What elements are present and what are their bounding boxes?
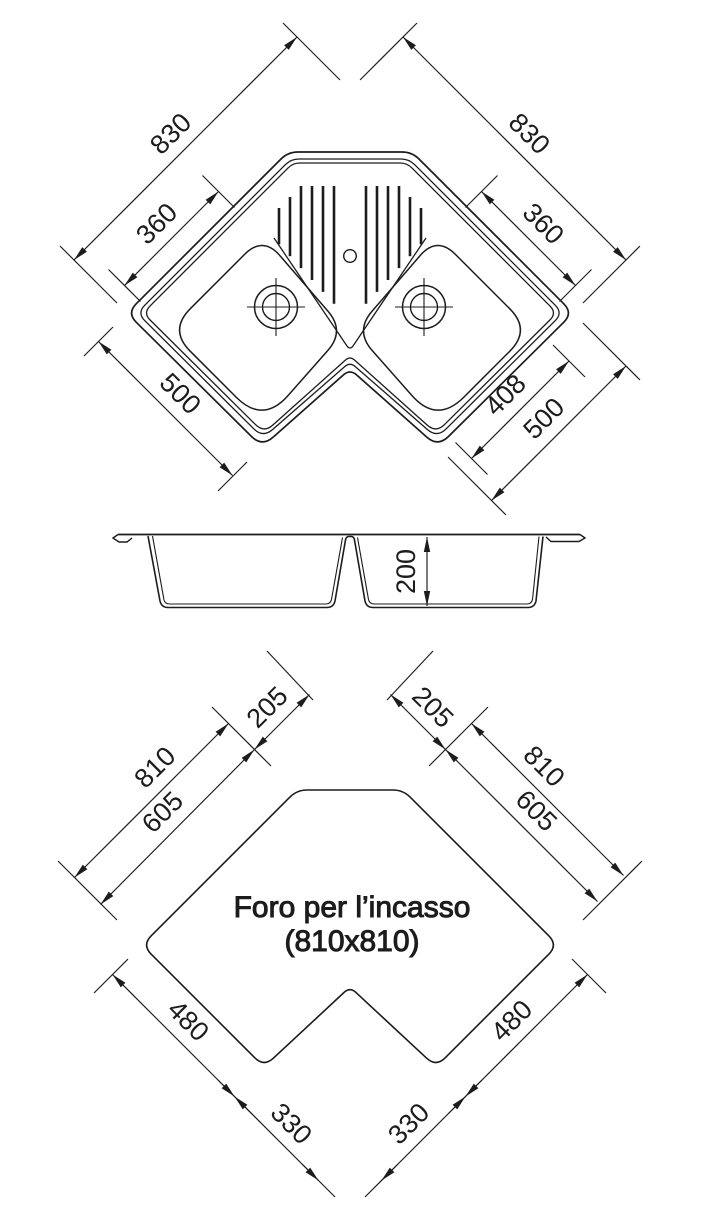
dimension-480-c480L bbox=[113, 975, 235, 1097]
section-view bbox=[113, 535, 585, 608]
dimension-label: 205 bbox=[406, 680, 460, 734]
dimension-label: 830 bbox=[502, 107, 556, 161]
dimension-810-c810L bbox=[75, 724, 229, 878]
dimension-205-c205L bbox=[241, 681, 310, 750]
dimension-label: 360 bbox=[130, 197, 184, 251]
dimension-line bbox=[466, 975, 588, 1097]
dimension-330-c330L bbox=[235, 1097, 319, 1181]
witness-lines bbox=[58, 23, 642, 1197]
dimension-label: 408 bbox=[478, 368, 532, 422]
witness-line bbox=[94, 959, 128, 993]
witness-line bbox=[572, 959, 606, 993]
dimension-500-t500L bbox=[99, 342, 233, 476]
dimension-830-t830L bbox=[74, 37, 297, 260]
dimension-label: 605 bbox=[509, 784, 563, 838]
dimension-arrowhead bbox=[424, 537, 430, 552]
witness-line bbox=[448, 457, 506, 515]
dimension-label: 605 bbox=[136, 785, 190, 839]
left-drain-symbol bbox=[247, 278, 305, 336]
dimension-label: 200 bbox=[391, 548, 421, 595]
dimension-line bbox=[113, 975, 235, 1097]
tap-hole bbox=[344, 250, 357, 263]
witness-line bbox=[58, 861, 117, 920]
dimension-line bbox=[74, 37, 297, 260]
dimension-605-c605L bbox=[101, 750, 255, 905]
dimension-330-c330R bbox=[382, 1097, 466, 1181]
dimension-360-t360R bbox=[482, 192, 576, 286]
dimension-480-c480R bbox=[466, 975, 588, 1097]
dimension-line bbox=[403, 37, 626, 260]
section-right-bowl-inner-profile bbox=[358, 537, 540, 605]
dimension-line bbox=[75, 724, 229, 878]
section-left-edge-cap bbox=[113, 535, 132, 543]
dimension-label: 480 bbox=[161, 994, 215, 1048]
dimension-label: 830 bbox=[144, 107, 198, 161]
cutout-caption-line2: (810x810) bbox=[284, 925, 420, 958]
dimension-line bbox=[101, 750, 255, 905]
dimension-label: 330 bbox=[382, 1097, 436, 1151]
dimension-200-depth bbox=[391, 537, 430, 606]
dimension-605-c605R bbox=[446, 750, 598, 902]
dimension-label: 500 bbox=[517, 391, 571, 445]
dimension-label: 330 bbox=[264, 1097, 318, 1151]
witness-line bbox=[60, 246, 117, 303]
dimension-label: 500 bbox=[153, 367, 207, 421]
dimension-label: 205 bbox=[240, 680, 294, 734]
witness-line bbox=[283, 23, 340, 80]
dimension-line bbox=[446, 750, 598, 902]
dimension-label: 360 bbox=[516, 197, 570, 251]
dimension-360-t360L bbox=[125, 192, 219, 286]
dimension-label: 810 bbox=[517, 739, 571, 793]
section-right-edge-cap bbox=[546, 535, 585, 542]
section-left-bowl-inner-profile bbox=[153, 536, 343, 604]
drainboard-ribs bbox=[279, 186, 421, 304]
section-bowl-outer-profile bbox=[148, 536, 543, 608]
witness-line bbox=[583, 861, 642, 920]
witness-line bbox=[583, 323, 640, 380]
dimension-line bbox=[99, 342, 233, 476]
cutout-caption-line1: Foro per l’incasso bbox=[233, 891, 471, 924]
dimension-830-t830R bbox=[403, 37, 626, 260]
dimension-label: 810 bbox=[128, 740, 182, 794]
dimension-label: 480 bbox=[485, 994, 539, 1048]
drainboard-recess-edge bbox=[274, 238, 426, 348]
right-drain-symbol bbox=[395, 278, 453, 336]
dimension-205-c205R bbox=[391, 681, 460, 750]
dimension-annotations bbox=[58, 23, 642, 1197]
witness-line bbox=[583, 246, 640, 303]
witness-line bbox=[360, 23, 417, 80]
